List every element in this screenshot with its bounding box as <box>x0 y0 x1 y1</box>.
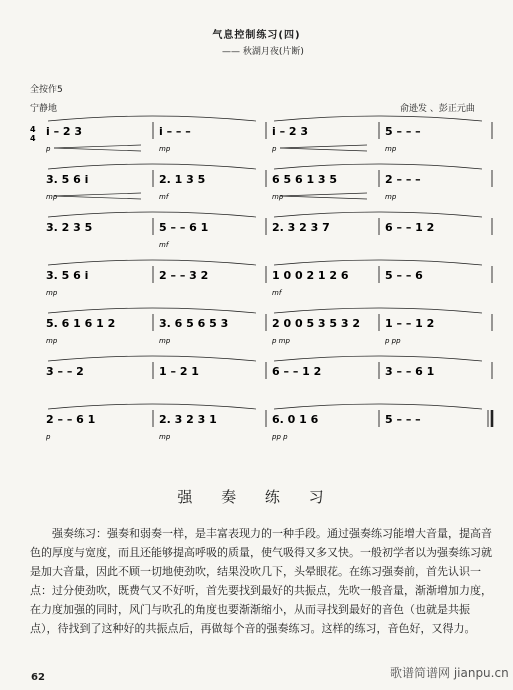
phrase-slur <box>48 308 256 313</box>
score-measure: 2. 3 2 3 1 <box>159 413 217 426</box>
score-measure: i – 2 3 <box>46 125 83 138</box>
section-body-text: 强奏练习：强奏和弱奏一样，是丰富表现力的一种手段。通过强奏练习能增大音量，提高音色的厚度与宽度，而且还能够提高呼吸的质量，使气吸得又多又快。一般初学者以为强奏练习就是加大音量，因此不顾一切地使劲吹，结果没吹几下，头晕眼花。在练习强奏前，首先认识一点：过分使劲吹，既费气又不好听，首先要找到最好的共振点，先吹一般音量，渐渐增加力度，在力度加强的同时，风门与吹孔的角度也要渐渐缩小，从而寻找到最好的音色（也就是共振点），待找到了这种好的共振点后，再做每个音的强奏练习。这样的练习，音色好，又得力。 <box>30 527 492 635</box>
dynamic-marking: mp <box>159 433 171 441</box>
score-measure: 3. 6 5 6 5 3 <box>159 317 229 330</box>
score-measure: 2 – – – <box>385 173 421 186</box>
phrase-slur <box>48 116 256 121</box>
time-signature-bottom: 4 <box>30 134 36 143</box>
score-measure: 5 – – – <box>385 413 421 426</box>
time-signature-top: 4 <box>30 125 36 134</box>
dynamic-marking: p pp <box>385 337 401 345</box>
dynamic-marking: mp <box>159 145 171 153</box>
dynamic-marking: mp <box>385 193 397 201</box>
score-measure: 1 – – 1 2 <box>385 317 435 330</box>
dynamic-marking: mf <box>159 241 169 249</box>
dynamic-marking: mp <box>159 337 171 345</box>
phrase-slur <box>48 356 256 361</box>
crescendo-hairpin <box>280 148 367 151</box>
score-measure: i – 2 3 <box>272 125 309 138</box>
composer-credit: 俞逊发 、彭正元曲 <box>400 104 475 114</box>
dynamic-marking: mf <box>272 289 282 297</box>
crescendo-hairpin <box>54 148 141 151</box>
page-title: 气息控制练习(四) <box>212 30 301 41</box>
dynamic-marking: mp <box>46 337 58 345</box>
score-measure: 6. 0 1 6 <box>272 413 319 426</box>
dynamic-marking: mp <box>272 193 284 201</box>
score-measure: 2 0 0 5 3 5 3 2 <box>272 317 361 330</box>
phrase-slur <box>274 164 482 169</box>
dynamic-marking: pp p <box>272 433 288 441</box>
score-measure: 5. 6 1 6 1 2 <box>46 317 116 330</box>
phrase-slur <box>48 164 256 169</box>
phrase-slur <box>274 260 482 265</box>
score-measure: 2. 3 2 3 7 <box>272 221 330 234</box>
crescendo-hairpin <box>280 196 367 199</box>
dynamic-marking: p <box>46 145 51 153</box>
phrase-slur <box>274 356 482 361</box>
score-measure: 5 – – 6 1 <box>159 221 209 234</box>
score-measure: i – – – <box>159 125 191 138</box>
crescendo-hairpin <box>54 193 141 196</box>
score-measure: 3. 2 3 5 <box>46 221 93 234</box>
score-measure: 2. 1 3 5 <box>159 173 206 186</box>
phrase-slur <box>274 116 482 121</box>
score-measure: 2 – – 3 2 <box>159 269 209 282</box>
dynamic-marking: mp <box>46 193 58 201</box>
score-measure: 5 – – – <box>385 125 421 138</box>
piece-subtitle: —— 秋湖月夜(片断) <box>222 47 304 57</box>
score-measure: 3 – – 6 1 <box>385 365 435 378</box>
watermark: 歌谱简谱网 jianpu.cn <box>390 666 509 680</box>
tempo-marking: 宁静地 <box>30 104 58 114</box>
score-measure: 2 – – 6 1 <box>46 413 96 426</box>
dynamic-marking: p <box>272 145 277 153</box>
phrase-slur <box>48 404 256 409</box>
phrase-slur <box>274 404 482 409</box>
crescendo-hairpin <box>280 193 367 196</box>
score-measure: 1 – 2 1 <box>159 365 199 378</box>
dynamic-marking: mp <box>385 145 397 153</box>
score-measure: 6 – – 1 2 <box>385 221 435 234</box>
dynamic-marking: p mp <box>272 337 290 345</box>
page-number: 62 <box>31 672 45 683</box>
phrase-slur <box>48 260 256 265</box>
instrument-note: 全按作5 <box>30 85 63 95</box>
phrase-slur <box>274 308 482 313</box>
score-measure: 6 5 6 1 3 5 <box>272 173 338 186</box>
score-measure: 6 – – 1 2 <box>272 365 322 378</box>
phrase-slur <box>48 212 256 217</box>
crescendo-hairpin <box>54 145 141 148</box>
score-measure: 3 – – 2 <box>46 365 84 378</box>
section-heading: 强 奏 练 习 <box>177 488 336 506</box>
dynamic-marking: mp <box>46 289 58 297</box>
crescendo-hairpin <box>54 196 141 199</box>
phrase-slur <box>274 212 482 217</box>
score-measure: 3. 5 6 i <box>46 269 89 282</box>
dynamic-marking: p <box>46 433 51 441</box>
score-measure: 3. 5 6 i <box>46 173 89 186</box>
dynamic-marking: mf <box>159 193 169 201</box>
score-measure: 1 0 0 2 1 2 6 <box>272 269 349 282</box>
crescendo-hairpin <box>280 145 367 148</box>
score-measure: 5 – – 6 <box>385 269 423 282</box>
